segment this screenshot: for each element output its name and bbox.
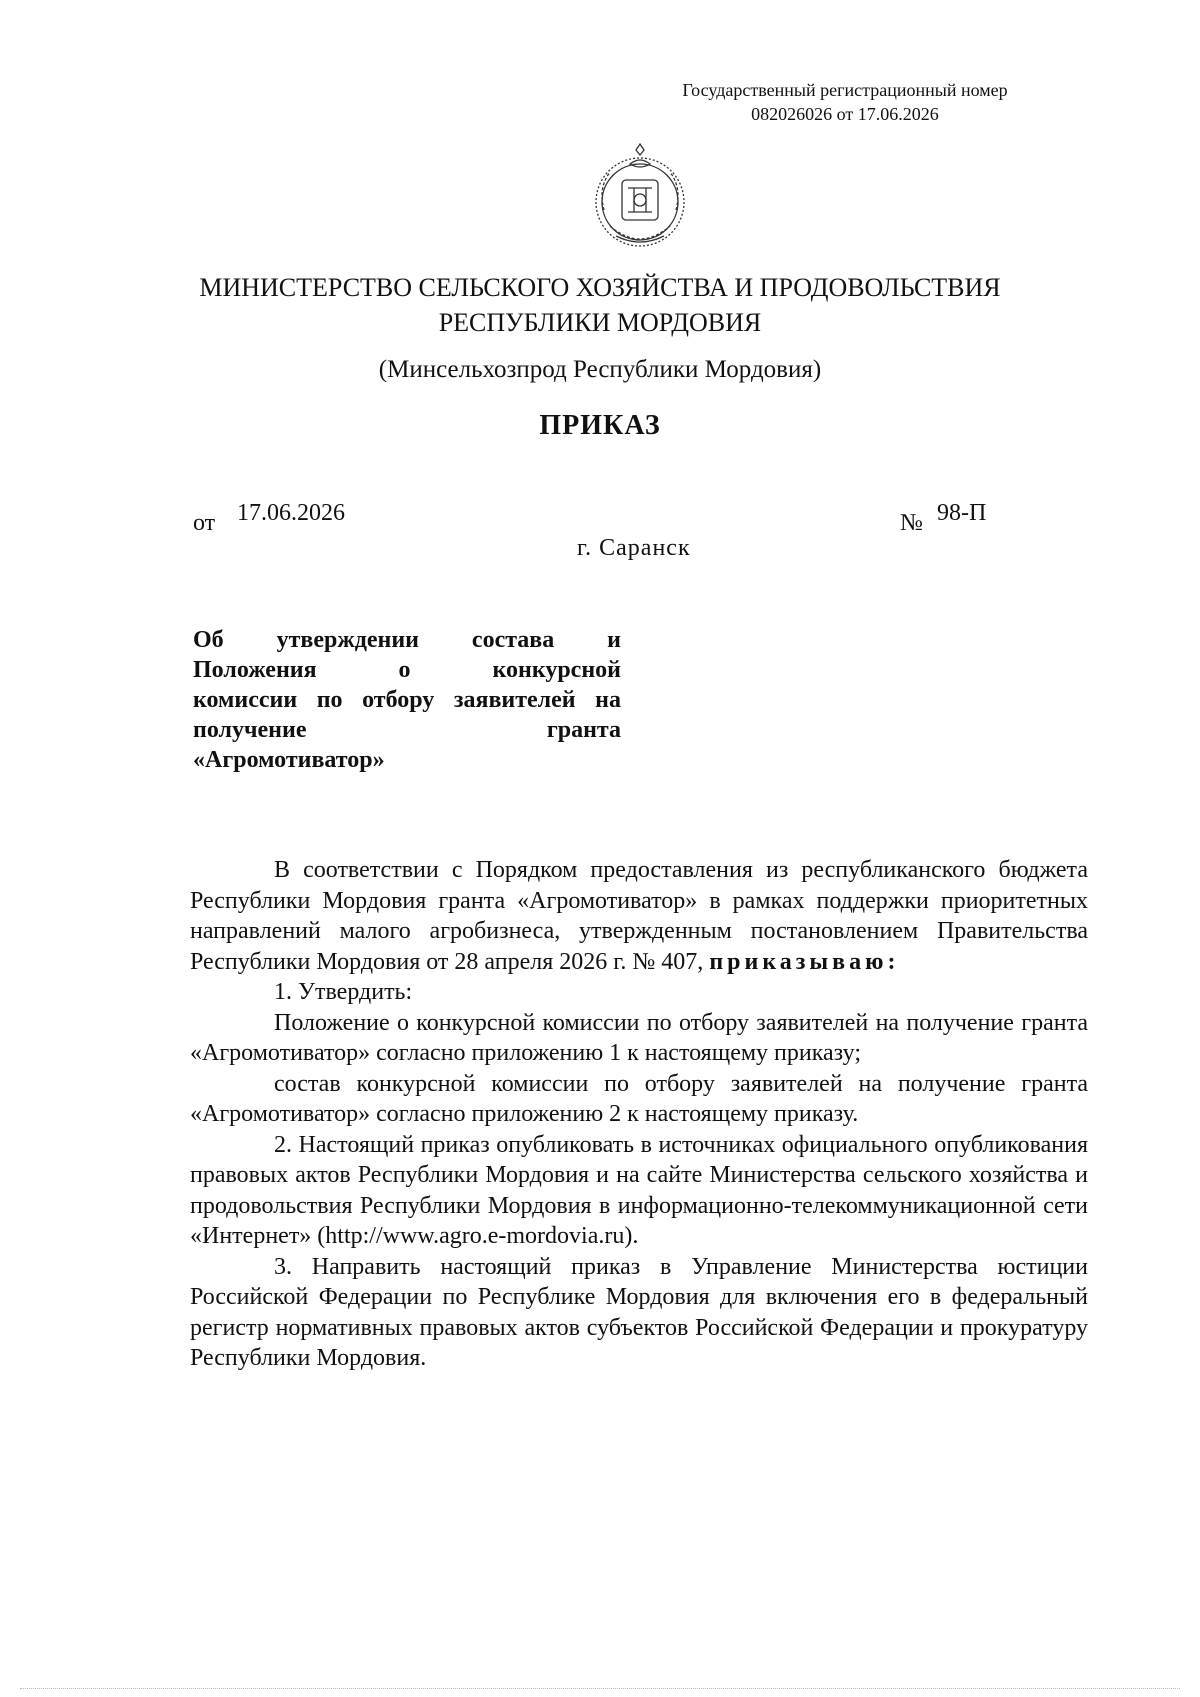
registration-label: Государственный регистрационный номер [682,80,1008,100]
preamble-paragraph [190,855,1088,977]
registration-number: 082026026 от 17.06.2026 [751,104,939,124]
body-paragraph: 3. Направить настоящий приказ в Управление Министерства юстиции Российской Федерации по Республике Мордовия для включения его в федеральный регистр нормативных правовых актов субъектов Российской Федерации и прокуратуру Республики Мордовия. [190,1253,1088,1371]
document-type: ПРИКАЗ [539,410,661,441]
subject-line: Об утверждении состава и [193,627,621,653]
city: г. Саранск [577,535,691,561]
ministry-name-line2: РЕСПУБЛИКИ МОРДОВИЯ [438,308,762,337]
document-subject [193,625,621,775]
body-paragraph: 2. Настоящий приказ опубликовать в источниках официального опубликования правовых актов Республики Мордовия и на сайте Министерства сельского хозяйства и продовольствия Республики Мордовия в информационно-телекоммуникационной сети «Интернет» (http://www.agro.e-mordovia.ru). [190,1131,1088,1249]
coat-of-arms-icon [590,140,690,258]
body-paragraph: Положение о конкурсной комиссии по отбору заявителей на получение гранта «Агромотиватор» согласно приложению 1 к настоящему приказу; [190,1009,1088,1066]
subject-line: Положения о конкурсной [193,657,621,683]
document-number: 98-П [937,500,987,526]
document-body [190,855,1088,1374]
number-prefix: № [900,510,923,536]
preamble-text: В соответствии с Порядком предоставления из республиканского бюджета Республики Мордовия гранта «Агромотиватор» в рамках поддержки приоритетных направлений малого агробизнеса, утвержденным постановлением Правительства Республики Мордовия от 28 апреля 2026 г. № 407, [190,857,1088,975]
subject-line: получение гранта [193,717,621,743]
body-paragraph: 1. Утвердить: [274,979,413,1005]
subject-line: «Агромотиватор» [193,747,385,773]
subject-line: комиссии по отбору заявителей на [193,687,621,713]
ministry-name-line1: МИНИСТЕРСТВО СЕЛЬСКОГО ХОЗЯЙСТВА И ПРОДОВОЛЬСТВИЯ [199,273,1001,302]
ministry-short-name: (Минсельхозпрод Республики Мордовия) [378,356,822,383]
body-paragraph: состав конкурсной комиссии по отбору заявителей на получение гранта «Агромотиватор» согласно приложению 2 к настоящему приказу. [190,1070,1088,1127]
date-prefix: от [193,510,216,536]
document-date: 17.06.2026 [237,500,345,526]
scan-bottom-edge [20,1686,1180,1689]
registration-block [635,78,1055,126]
ministry-name [0,270,1200,340]
order-word: приказываю: [709,948,900,975]
